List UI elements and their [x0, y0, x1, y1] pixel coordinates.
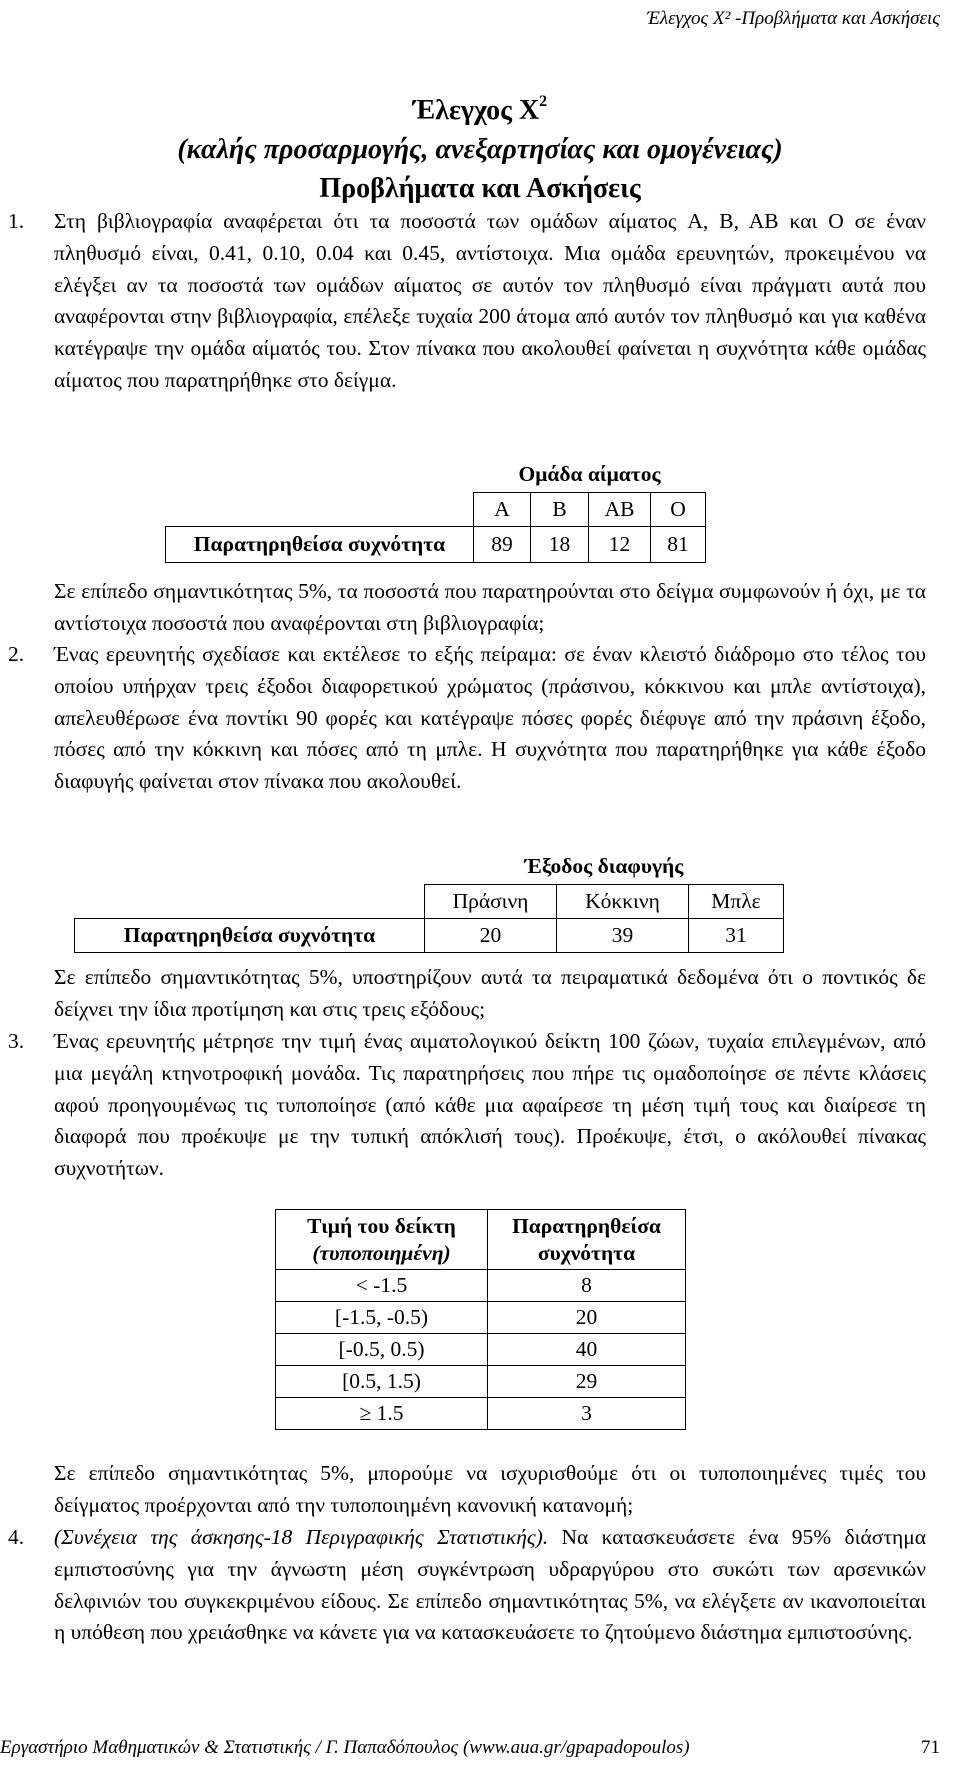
problem-text [54, 1522, 926, 1649]
table-column-header [488, 1210, 686, 1270]
problem-question: Σε επίπεδο σημαντικότητας 5%, μπορούμε να ισχυρισθούμε ότι οι τυποποιημένες τιμές του δείγματος προέρχονται από την τυποποιημένη κανονική κατανομή; [54, 1461, 926, 1517]
table-column-header: AB [589, 493, 651, 527]
table-row [276, 1270, 686, 1302]
header-line: Παρατηρηθείσα [512, 1213, 661, 1238]
table-cell: 20 [425, 919, 557, 953]
table-cell: < -1.5 [276, 1270, 488, 1302]
table-cell: 31 [689, 919, 784, 953]
table-cell: [-1.5, -0.5) [276, 1302, 488, 1334]
table-column-header: B [531, 493, 589, 527]
document-title [0, 82, 960, 208]
page-footer [0, 1737, 940, 1759]
header-line: Τιμή του δείκτη [307, 1213, 456, 1238]
problem-reference: (Συνέχεια της άσκησης-18 Περιγραφικής Στατιστικής). [54, 1525, 549, 1549]
table-cell: [0.5, 1.5) [276, 1366, 488, 1398]
table-cell: 20 [488, 1302, 686, 1334]
title-line-3: Προβλήματα και Ασκήσεις [319, 173, 641, 204]
problem-4 [8, 1522, 926, 1649]
table-column-header: Μπλε [689, 885, 784, 919]
page-number: 71 [921, 1737, 940, 1758]
blood-group-table [165, 457, 706, 563]
running-header: Έλεγχος Χ² -Προβλήματα και Ασκήσεις [646, 8, 940, 29]
problem-number: 4. [8, 1525, 25, 1549]
table-cell: ≥ 1.5 [276, 1398, 488, 1430]
table-row [276, 1334, 686, 1366]
problem-text: Ένας ερευνητής μέτρησε την τιμή ένας αιματολογικού δείκτη 100 ζώων, τυχαία επιλεγμένων, από μια μεγάλη κτηνοτροφική μονάδα. Τις παρατηρήσεις που πήρε τις ομαδοποίησε σε πέντε κλάσεις αφού προηγουμένως τις τυποποίησε (από κάθε μια αφαίρεσε τη μέση τιμή τους και διαίρεσε τη διαφορά που προέκυψε με την τυπική απόκλισή τους). Προέκυψε, έτσι, ο ακόλουθεί πίνακας συχνοτήτων. [54, 1029, 926, 1181]
table-row [276, 1302, 686, 1334]
title-superscript: 2 [539, 93, 548, 110]
problem-3-question [8, 1458, 926, 1522]
problem-number: 1. [8, 209, 25, 233]
table-cell: 89 [474, 527, 531, 563]
title-line-2: (καλής προσαρμογής, ανεξαρτησίας και ομογένειας) [177, 134, 783, 165]
header-line: (τυποποιημένη) [312, 1240, 451, 1265]
table-row-label: Παρατηρηθείσα συχνότητα [166, 527, 474, 563]
problem-2-question [8, 962, 926, 1026]
table-cell: 12 [589, 527, 651, 563]
problem-2 [8, 639, 926, 798]
table-cell: 3 [488, 1398, 686, 1430]
problem-3 [8, 1026, 926, 1185]
problem-1-question [8, 576, 926, 640]
problem-text: Ένας ερευνητής σχεδίασε και εκτέλεσε το εξής πείραμα: σε έναν κλειστό διάδρομο στο τέλος του οποίου υπήρχαν τρεις έξοδοι διαφορετικού χρώματος (πράσινου, κόκκινου και μπλε αντίστοιχα), απελευθέρωσε ένα ποντίκι 90 φορές και κατέγραψε πόσες φορές διέφυγε από την πράσινη έξοδο, πόσες από την κόκκινη και πόσες από τη μπλε. Η συχνότητα που παρατηρήθηκε για κάθε έξοδο διαφυγής φαίνεται στον πίνακα που ακολουθεί. [54, 642, 926, 794]
table-cell: 40 [488, 1334, 686, 1366]
table-column-header: O [651, 493, 706, 527]
problem-number: 2. [8, 642, 25, 666]
table-row [276, 1366, 686, 1398]
table-row-label: Παρατηρηθείσα συχνότητα [75, 919, 425, 953]
title-main: Έλεγχος Χ [412, 95, 540, 126]
footer-text: Εργαστήριο Μαθηματικών & Στατιστικής / Γ. Παπαδόπουλος (www.aua.gr/gpapadopoulos) [0, 1737, 690, 1758]
problem-question: Σε επίπεδο σημαντικότητας 5%, τα ποσοστά που παρατηρούνται στο δείγμα συμφωνούν ή όχι, με τα αντίστοιχα ποσοστά που αναφέρονται στη βιβλιογραφία; [54, 579, 926, 635]
table-cell: 18 [531, 527, 589, 563]
table-cell: 39 [557, 919, 689, 953]
problem-question: Σε επίπεδο σημαντικότητας 5%, υποστηρίζουν αυτά τα πειραματικά δεδομένα ότι ο ποντικός δε δείχνει την ίδια προτίμηση και στις τρεις εξόδους; [54, 965, 926, 1021]
table-group-header: Έξοδος διαφυγής [524, 854, 684, 878]
index-frequency-table [275, 1209, 686, 1430]
table-column-header: Πράσινη [425, 885, 557, 919]
table-row [276, 1398, 686, 1430]
header-line: συχνότητα [537, 1240, 636, 1265]
table-column-header: Κόκκινη [557, 885, 689, 919]
table-group-header: Ομάδα αίματος [518, 462, 661, 486]
table-cell: 8 [488, 1270, 686, 1302]
problem-number: 3. [8, 1029, 25, 1053]
table-cell: [-0.5, 0.5) [276, 1334, 488, 1366]
problem-1 [8, 206, 926, 397]
table-cell: 81 [651, 527, 706, 563]
table-column-header: A [474, 493, 531, 527]
title-line-1 [0, 82, 960, 130]
table-cell: 29 [488, 1366, 686, 1398]
escape-exit-table [74, 849, 784, 953]
table-column-header [276, 1210, 488, 1270]
problem-text: Στη βιβλιογραφία αναφέρεται ότι τα ποσοστά των ομάδων αίματος A, B, AB και O σε έναν πληθυσμό είναι, 0.41, 0.10, 0.04 και 0.45, αντίστοιχα. Μια ομάδα ερευνητών, προκειμένου να ελέγξει αν τα ποσοστά των ομάδων αίματος σε αυτόν τον πληθυσμό είναι πράγματι αυτά που αναφέρονται στην βιβλιογραφία, επέλεξε τυχαία 200 άτομα από αυτόν τον πληθυσμό και για καθένα κατέγραψε την ομάδα αίματός του. Στον πίνακα που ακολουθεί φαίνεται η συχνότητα κάθε ομάδας αίματος που παρατηρήθηκε στο δείγμα. [54, 209, 926, 392]
problem-body: Να κατασκευάσετε ένα 95% διάστημα εμπιστοσύνης για την άγνωστη μέση συγκέντρωση υδραργύρου στο συκώτι των αρσενικών δελφινιών του συγκεκριμένου είδους. Σε επίπεδο σημαντικότητας 5%, να ελέγξετε αν ικανοποιείται η υπόθεση που χρειάσθηκε να κάνετε για να κατασκευάσετε το ζητούμενο διάστημα εμπιστοσύνης. [54, 1525, 926, 1645]
